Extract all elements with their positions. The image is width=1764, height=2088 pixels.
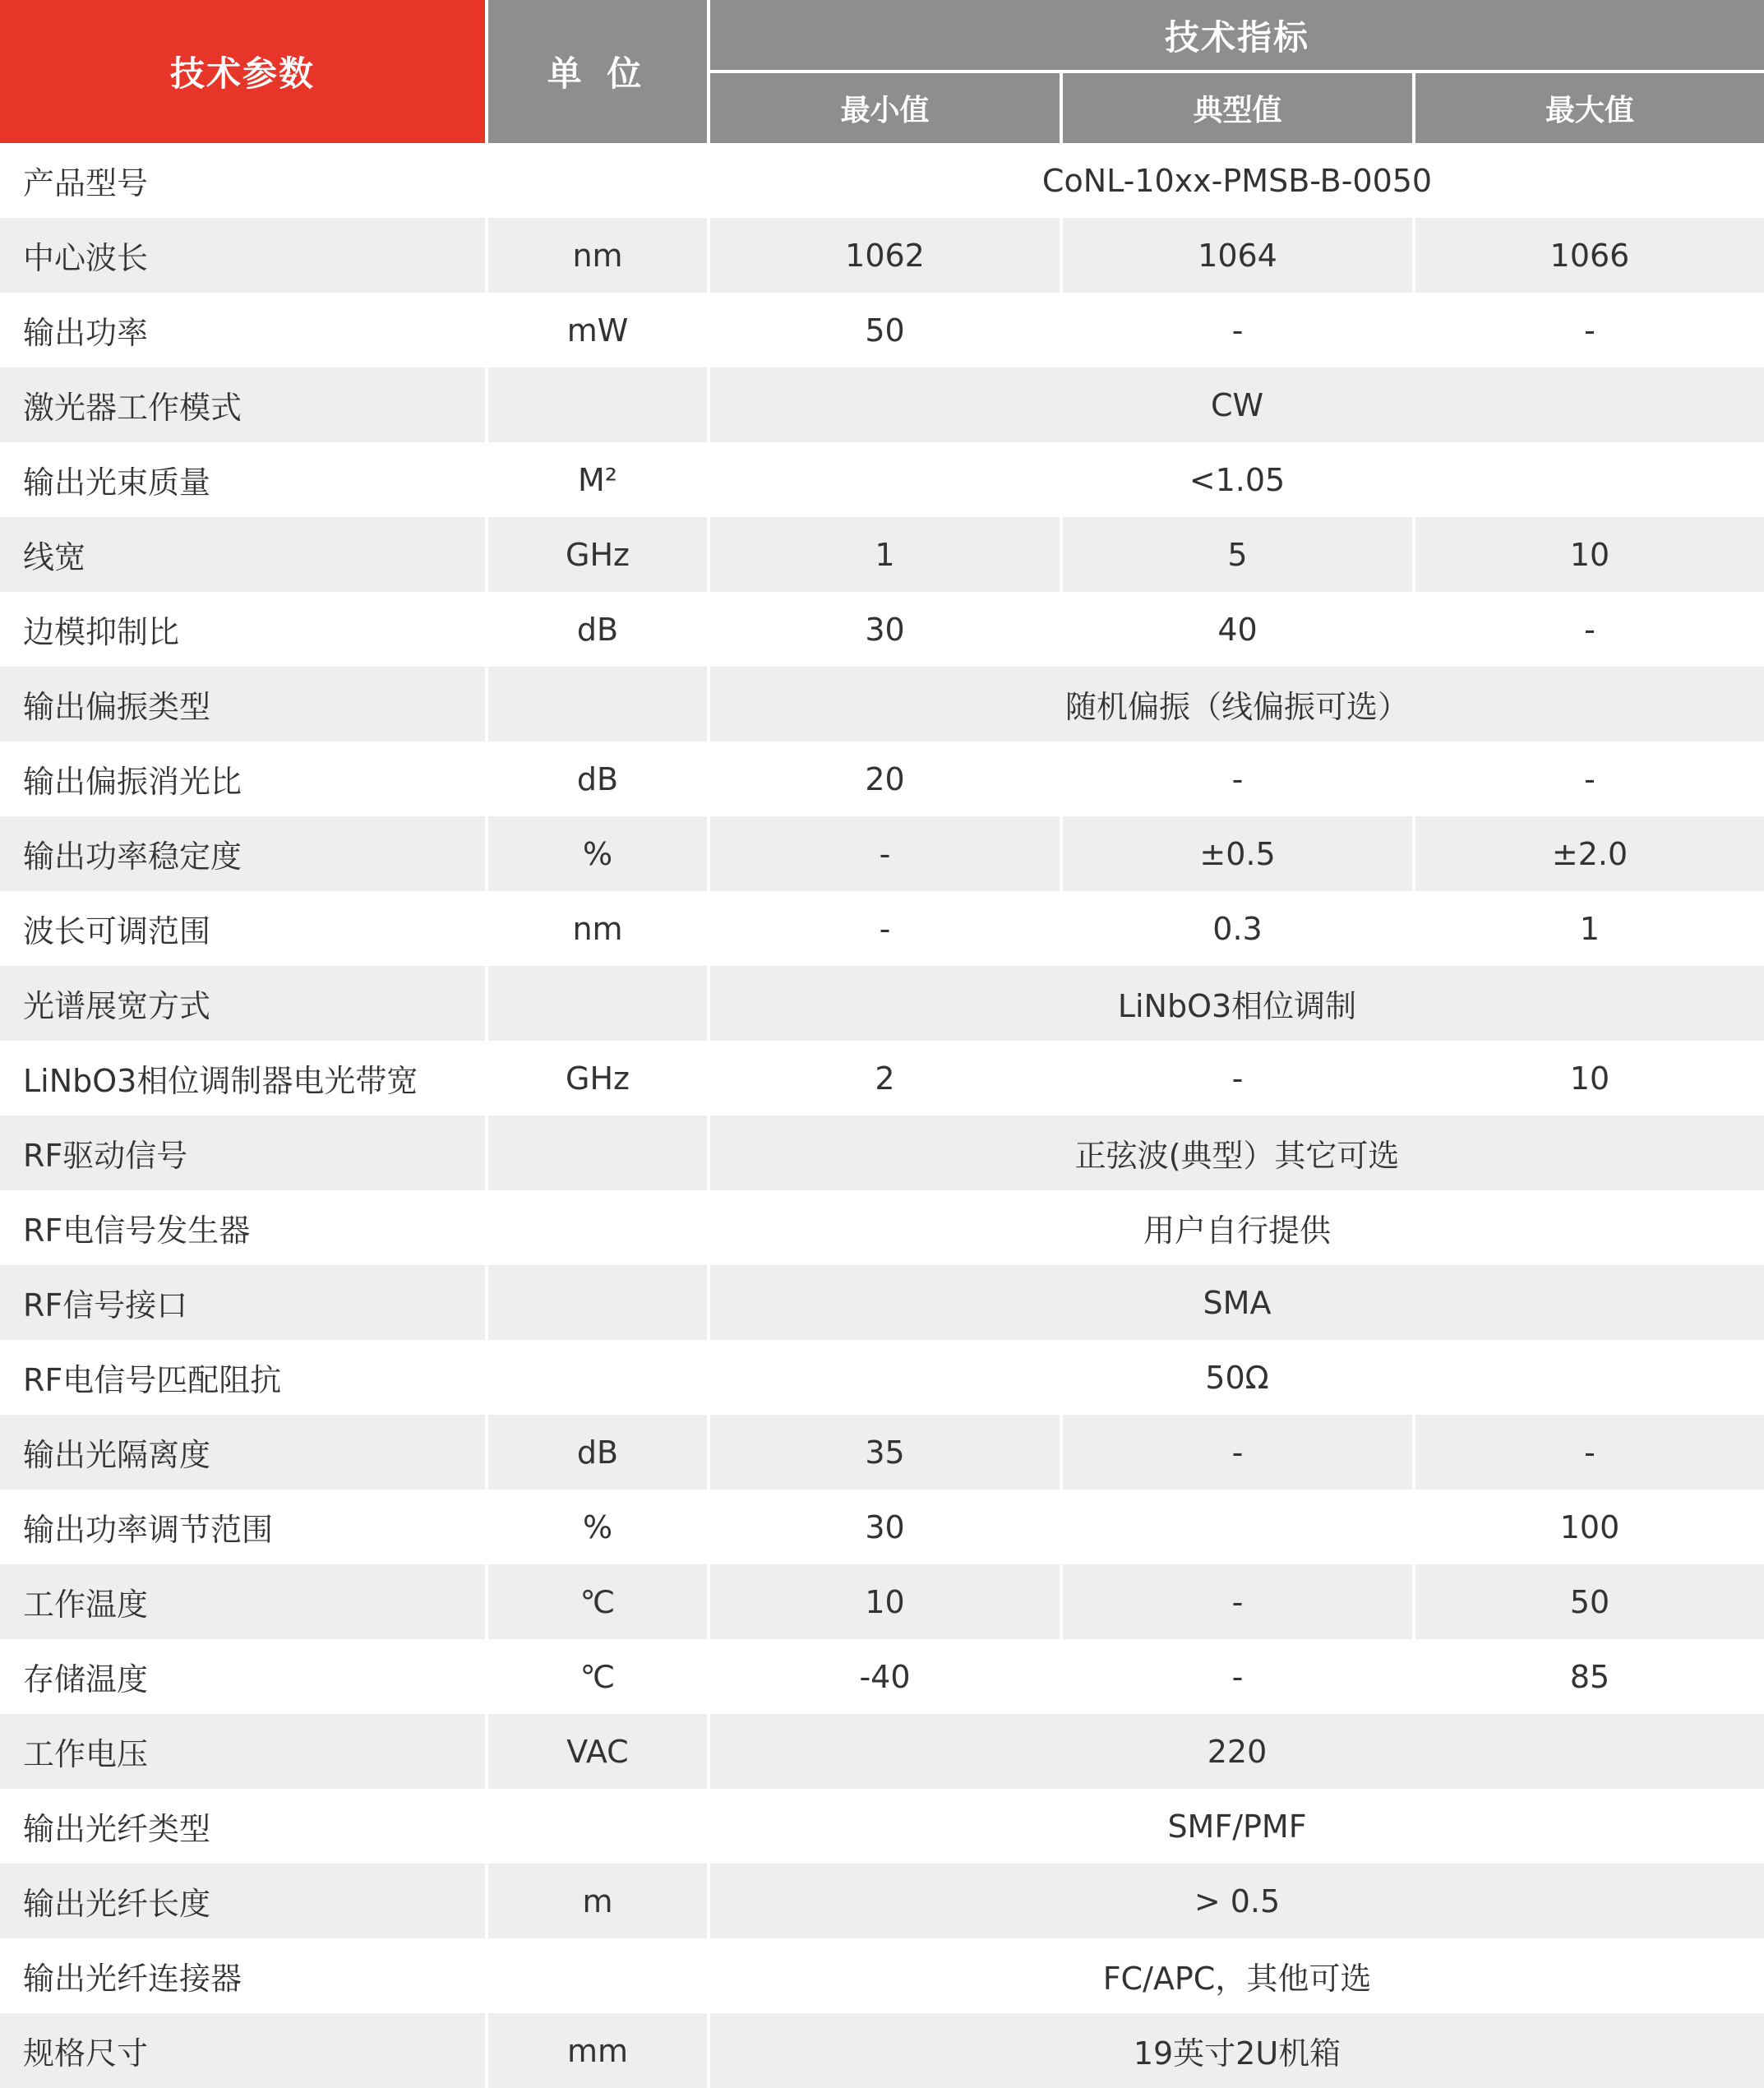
param-name-cell: 输出偏振类型 <box>0 667 485 741</box>
merged-value-cell: <1.05 <box>707 442 1764 517</box>
min-value-cell: - <box>707 816 1060 891</box>
table-row <box>0 592 1764 667</box>
header-min: 最小值 <box>707 73 1060 143</box>
param-name-cell: 输出光隔离度 <box>0 1415 485 1490</box>
max-value-cell: - <box>1412 741 1764 816</box>
table-row <box>0 1714 1764 1789</box>
max-value-cell: - <box>1412 1415 1764 1490</box>
max-value-cell: 50 <box>1412 1564 1764 1639</box>
max-value-cell: - <box>1412 592 1764 667</box>
table-row <box>0 667 1764 741</box>
unit-cell <box>485 1938 707 2013</box>
unit-cell <box>485 1340 707 1415</box>
param-name-cell: RF驱动信号 <box>0 1116 485 1190</box>
min-value-cell: 30 <box>707 592 1060 667</box>
table-row <box>0 442 1764 517</box>
unit-cell: mm <box>485 2013 707 2088</box>
unit-cell: % <box>485 816 707 891</box>
unit-cell <box>485 1116 707 1190</box>
param-name-cell: 光谱展宽方式 <box>0 966 485 1041</box>
param-name-cell: 输出功率调节范围 <box>0 1490 485 1564</box>
table-body <box>0 143 1764 2088</box>
param-name-cell: 输出光束质量 <box>0 442 485 517</box>
unit-cell <box>485 667 707 741</box>
table-row <box>0 966 1764 1041</box>
unit-cell: m <box>485 1864 707 1938</box>
merged-value-cell: CW <box>707 367 1764 442</box>
param-name-cell: 输出偏振消光比 <box>0 741 485 816</box>
unit-cell <box>485 1190 707 1265</box>
header-param: 技术参数 <box>0 0 485 143</box>
merged-value-cell: CoNL-10xx-PMSB-B-0050 <box>707 143 1764 218</box>
table-row <box>0 218 1764 293</box>
min-value-cell: 20 <box>707 741 1060 816</box>
unit-cell: dB <box>485 1415 707 1490</box>
param-name-cell: RF电信号发生器 <box>0 1190 485 1265</box>
max-value-cell: 10 <box>1412 517 1764 592</box>
max-value-cell: - <box>1412 293 1764 367</box>
min-value-cell: 50 <box>707 293 1060 367</box>
table-row <box>0 1789 1764 1864</box>
param-name-cell: 线宽 <box>0 517 485 592</box>
unit-cell: mW <box>485 293 707 367</box>
min-value-cell: 2 <box>707 1041 1060 1116</box>
table-row <box>0 1116 1764 1190</box>
min-value-cell: 1 <box>707 517 1060 592</box>
merged-value-cell: 正弦波(典型）其它可选 <box>707 1116 1764 1190</box>
merged-value-cell: 220 <box>707 1714 1764 1789</box>
table-row <box>0 1639 1764 1714</box>
min-value-cell: 30 <box>707 1490 1060 1564</box>
unit-cell <box>485 1265 707 1340</box>
table-row <box>0 1415 1764 1490</box>
merged-value-cell: 50Ω <box>707 1340 1764 1415</box>
typ-value-cell: 5 <box>1060 517 1412 592</box>
table-row <box>0 741 1764 816</box>
merged-value-cell: FC/APC，其他可选 <box>707 1938 1764 2013</box>
param-name-cell: 输出光纤连接器 <box>0 1938 485 2013</box>
max-value-cell: 10 <box>1412 1041 1764 1116</box>
max-value-cell: ±2.0 <box>1412 816 1764 891</box>
table-row <box>0 816 1764 891</box>
unit-cell: nm <box>485 891 707 966</box>
min-value-cell: 1062 <box>707 218 1060 293</box>
typ-value-cell: - <box>1060 1564 1412 1639</box>
table-row <box>0 1041 1764 1116</box>
param-name-cell: 产品型号 <box>0 143 485 218</box>
typ-value-cell: ±0.5 <box>1060 816 1412 891</box>
unit-cell <box>485 143 707 218</box>
unit-cell <box>485 367 707 442</box>
unit-cell: M² <box>485 442 707 517</box>
min-value-cell: 35 <box>707 1415 1060 1490</box>
table-row <box>0 1864 1764 1938</box>
table-row <box>0 1190 1764 1265</box>
param-name-cell: 激光器工作模式 <box>0 367 485 442</box>
table-row <box>0 2013 1764 2088</box>
param-name-cell: 存储温度 <box>0 1639 485 1714</box>
param-name-cell: 波长可调范围 <box>0 891 485 966</box>
header-unit: 单 位 <box>485 0 707 143</box>
table-row <box>0 1490 1764 1564</box>
param-name-cell: RF电信号匹配阻抗 <box>0 1340 485 1415</box>
param-name-cell: RF信号接口 <box>0 1265 485 1340</box>
min-value-cell: -40 <box>707 1639 1060 1714</box>
unit-cell: dB <box>485 592 707 667</box>
merged-value-cell: SMF/PMF <box>707 1789 1764 1864</box>
unit-cell: GHz <box>485 517 707 592</box>
param-name-cell: 输出功率稳定度 <box>0 816 485 891</box>
table-row <box>0 293 1764 367</box>
unit-cell: ℃ <box>485 1564 707 1639</box>
param-name-cell: 输出光纤长度 <box>0 1864 485 1938</box>
unit-cell: dB <box>485 741 707 816</box>
header-typ: 典型值 <box>1060 73 1412 143</box>
table-row <box>0 517 1764 592</box>
merged-value-cell: LiNbO3相位调制 <box>707 966 1764 1041</box>
typ-value-cell: - <box>1060 1639 1412 1714</box>
merged-value-cell: SMA <box>707 1265 1764 1340</box>
table-row <box>0 1340 1764 1415</box>
typ-value-cell: 0.3 <box>1060 891 1412 966</box>
typ-value-cell: 1064 <box>1060 218 1412 293</box>
max-value-cell: 85 <box>1412 1639 1764 1714</box>
table-header <box>0 0 1764 143</box>
merged-value-cell: 用户自行提供 <box>707 1190 1764 1265</box>
param-name-cell: 输出功率 <box>0 293 485 367</box>
merged-value-cell: 19英寸2U机箱 <box>707 2013 1764 2088</box>
typ-value-cell: - <box>1060 741 1412 816</box>
typ-value-cell: - <box>1060 1415 1412 1490</box>
typ-value-cell <box>1060 1490 1412 1564</box>
header-max: 最大值 <box>1412 73 1764 143</box>
table-row <box>0 891 1764 966</box>
param-name-cell: 工作温度 <box>0 1564 485 1639</box>
typ-value-cell: 40 <box>1060 592 1412 667</box>
typ-value-cell: - <box>1060 293 1412 367</box>
table-row <box>0 367 1764 442</box>
table-row <box>0 1938 1764 2013</box>
merged-value-cell: 随机偏振（线偏振可选） <box>707 667 1764 741</box>
unit-cell <box>485 966 707 1041</box>
param-name-cell: 输出光纤类型 <box>0 1789 485 1864</box>
unit-cell: GHz <box>485 1041 707 1116</box>
param-name-cell: 工作电压 <box>0 1714 485 1789</box>
unit-cell <box>485 1789 707 1864</box>
table-row <box>0 143 1764 218</box>
param-name-cell: 规格尺寸 <box>0 2013 485 2088</box>
max-value-cell: 100 <box>1412 1490 1764 1564</box>
max-value-cell: 1066 <box>1412 218 1764 293</box>
min-value-cell: - <box>707 891 1060 966</box>
max-value-cell: 1 <box>1412 891 1764 966</box>
unit-cell: % <box>485 1490 707 1564</box>
header-spec: 技术指标 <box>707 0 1764 73</box>
typ-value-cell: - <box>1060 1041 1412 1116</box>
unit-cell: nm <box>485 218 707 293</box>
param-name-cell: 中心波长 <box>0 218 485 293</box>
param-name-cell: LiNbO3相位调制器电光带宽 <box>0 1041 485 1116</box>
table-row <box>0 1564 1764 1639</box>
merged-value-cell: > 0.5 <box>707 1864 1764 1938</box>
unit-cell: ℃ <box>485 1639 707 1714</box>
param-name-cell: 边模抑制比 <box>0 592 485 667</box>
unit-cell: VAC <box>485 1714 707 1789</box>
table-row <box>0 1265 1764 1340</box>
min-value-cell: 10 <box>707 1564 1060 1639</box>
